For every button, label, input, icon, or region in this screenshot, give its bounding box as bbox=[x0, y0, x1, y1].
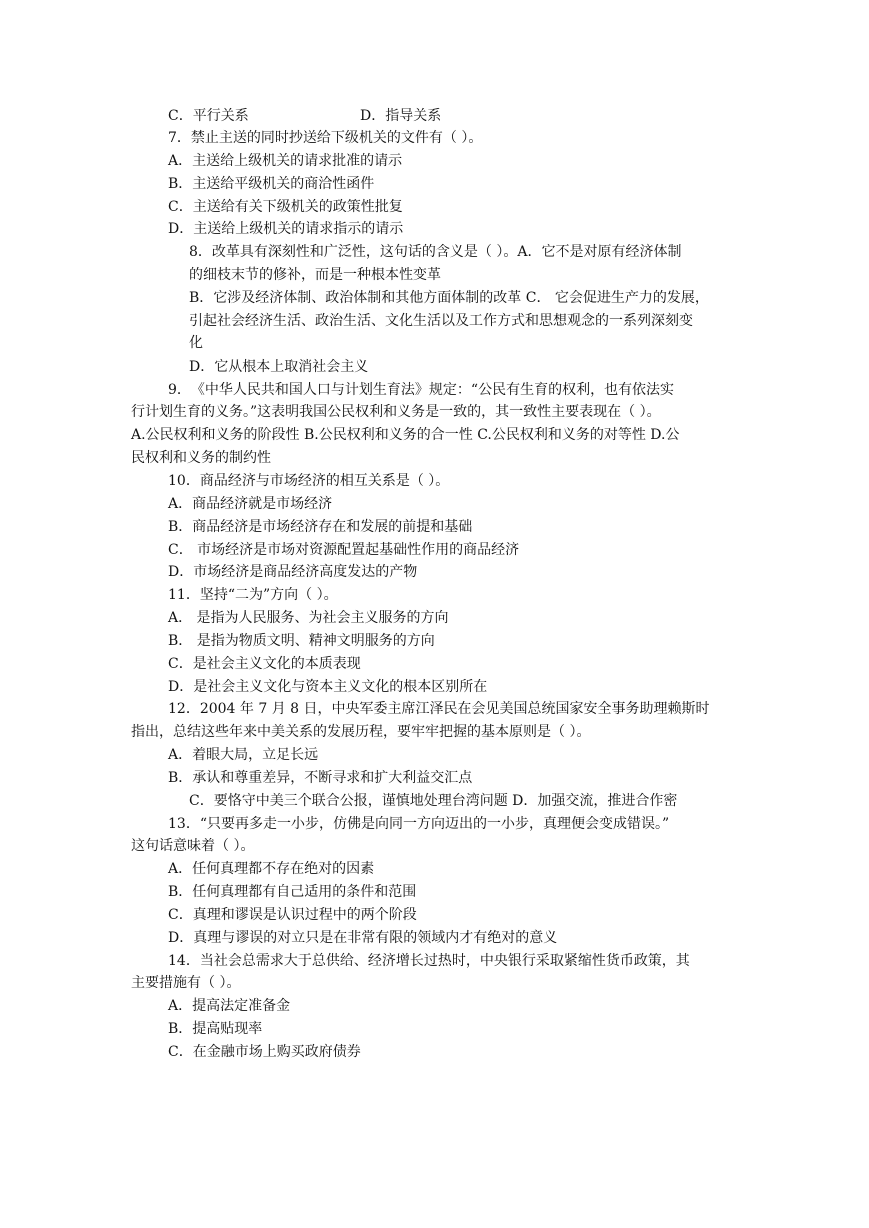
question-9-line: 行计划生育的义务。”这表明我国公民权利和义务是一致的，其一致性主要表现在（ ）。 bbox=[131, 404, 661, 420]
option-14c: C．在金融市场上购买政府债券 bbox=[168, 1044, 361, 1060]
options-9: A.公民权利和义务的阶段性 B.公民权利和义务的合一性 C.公民权利和义务的对等性 D.公 bbox=[131, 427, 680, 443]
option-7b: B．主送给平级机关的商洽性函件 bbox=[168, 176, 375, 192]
option-6c: C．平行关系 bbox=[168, 108, 249, 124]
question-14-line: 主要措施有（ ）。 bbox=[131, 975, 241, 991]
question-11: 11．坚持“二为”方向（ ）。 bbox=[168, 587, 338, 603]
question-13: 13．“只要再多走一小步，仿佛是向同一方向迈出的一小步，真理便会变成错误。” bbox=[168, 816, 670, 832]
option-11a: A． 是指为人民服务、为社会主义服务的方向 bbox=[168, 610, 449, 626]
question-9: 9． 《中华人民共和国人口与计划生育法》规定：“公民有生育的权利，也有依法实 bbox=[168, 382, 675, 398]
option-13a: A．任何真理都不存在绝对的因素 bbox=[168, 861, 375, 877]
option-10b: B．商品经济是市场经济存在和发展的前提和基础 bbox=[168, 519, 473, 535]
question-7: 7．禁止主送的同时抄送给下级机关的文件有（ ）。 bbox=[168, 130, 483, 146]
option-12a: A．着眼大局，立足长远 bbox=[168, 747, 319, 763]
option-12b: B．承认和尊重差异，不断寻求和扩大利益交汇点 bbox=[168, 770, 473, 786]
option-13d: D．真理与谬误的对立只是在非常有限的领域内才有绝对的意义 bbox=[168, 930, 558, 946]
option-12cd: C．要恪守中美三个联合公报，谨慎地处理台湾问题 D．加强交流，推进合作密 bbox=[189, 793, 678, 809]
option-8c-line: 引起社会经济生活、政治生活、文化生活以及工作方式和思想观念的一系列深刻变 bbox=[189, 313, 693, 329]
question-12: 12．2004 年 7 月 8 日，中央军委主席江泽民在会见美国总统国家安全事务助理赖斯时 bbox=[168, 701, 710, 717]
option-10a: A．商品经济就是市场经济 bbox=[168, 496, 333, 512]
option-13c: C．真理和谬误是认识过程中的两个阶段 bbox=[168, 907, 417, 923]
option-10d: D．市场经济是商品经济高度发达的产物 bbox=[168, 564, 418, 580]
option-7c: C．主送给有关下级机关的政策性批复 bbox=[168, 199, 403, 215]
question-8-line: 的细枝末节的修补，而是一种根本性变革 bbox=[189, 267, 441, 283]
question-13-line: 这句话意味着（ ）。 bbox=[131, 838, 255, 854]
option-11d: D．是社会主义文化与资本主义文化的根本区别所在 bbox=[168, 679, 488, 695]
option-6d: D．指导关系 bbox=[360, 108, 442, 124]
option-7d: D．主送给上级机关的请求指示的请示 bbox=[168, 221, 404, 237]
question-8: 8．改革具有深刻性和广泛性，这句话的含义是（ ）。A．它不是对原有经济体制 bbox=[189, 244, 682, 260]
option-8d: D．它从根本上取消社会主义 bbox=[189, 359, 369, 375]
question-14: 14．当社会总需求大于总供给、经济增长过热时，中央银行采取紧缩性货币政策，其 bbox=[168, 953, 690, 969]
option-13b: B．任何真理都有自己适用的条件和范围 bbox=[168, 884, 417, 900]
options-9-line: 民权利和义务的制约性 bbox=[131, 450, 271, 466]
option-8bc: B．它涉及经济体制、政治体制和其他方面体制的改革 C． 它会促进生产力的发展， bbox=[189, 290, 709, 306]
question-10: 10．商品经济与市场经济的相互关系是（ ）。 bbox=[168, 473, 450, 489]
question-12-line: 指出，总结这些年来中美关系的发展历程，要牢牢把握的基本原则是（ ）。 bbox=[131, 724, 591, 740]
option-14b: B．提高贴现率 bbox=[168, 1021, 263, 1037]
option-11c: C．是社会主义文化的本质表现 bbox=[168, 656, 361, 672]
option-8c-line: 化 bbox=[189, 335, 203, 351]
option-14a: A．提高法定准备金 bbox=[168, 998, 291, 1014]
option-10c: C． 市场经济是市场对资源配置起基础性作用的商品经济 bbox=[168, 542, 520, 558]
option-11b: B． 是指为物质文明、精神文明服务的方向 bbox=[168, 633, 435, 649]
option-7a: A．主送给上级机关的请求批准的请示 bbox=[168, 153, 403, 169]
